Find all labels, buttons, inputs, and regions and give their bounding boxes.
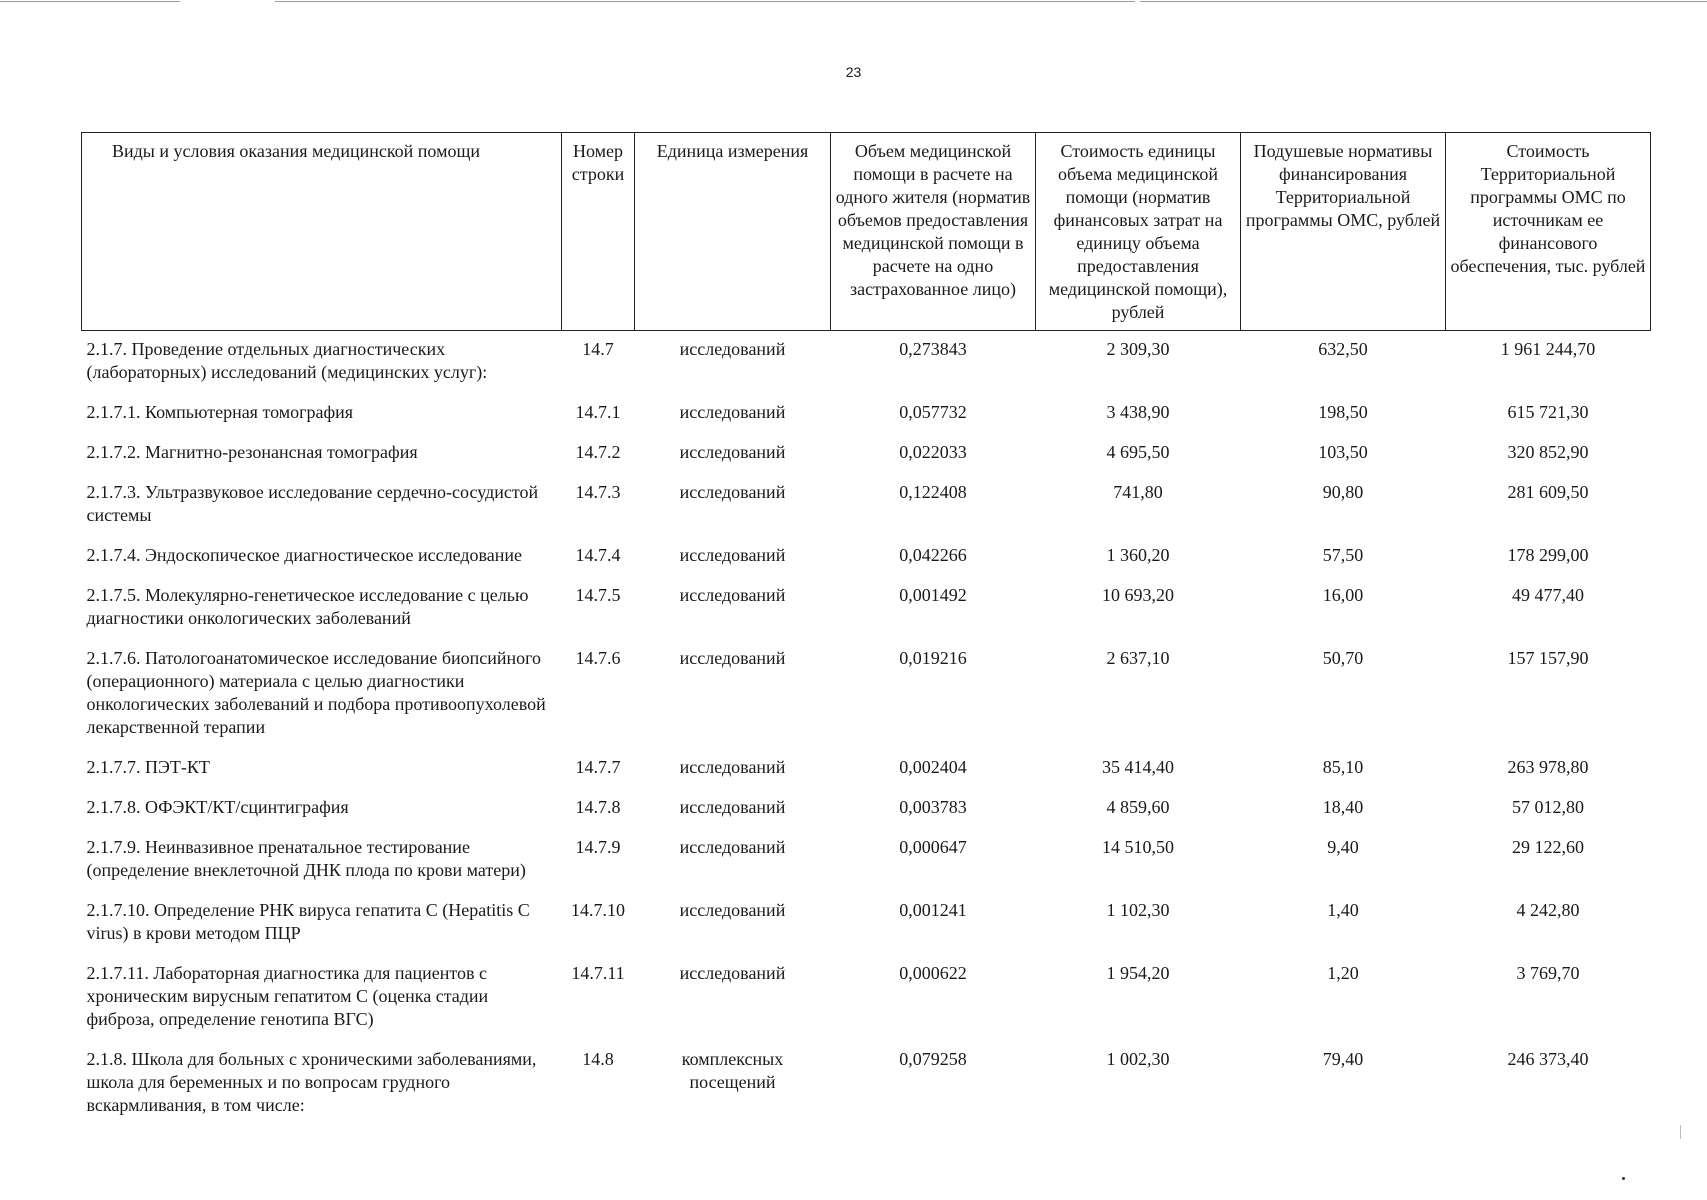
cell-per-capita: 9,40: [1327, 837, 1359, 857]
cell-volume: 0,001492: [899, 585, 967, 605]
cell-per-capita: 57,50: [1322, 545, 1364, 565]
cell-volume: 0,000622: [899, 963, 967, 983]
cell-unit-cost: 14 510,50: [1102, 837, 1174, 857]
cell-care-type: 2.1.7.9. Неинвазивное пренатальное тестирование (определение внеклеточной ДНК плода по крови матери): [86, 837, 526, 880]
cell-unit: исследований: [679, 648, 786, 668]
cell-total-cost: 4 242,80: [1516, 900, 1580, 920]
cell-unit-cost: 1 102,30: [1106, 900, 1170, 920]
cell-line-number: 14.7.2: [575, 442, 621, 462]
cell-per-capita: 18,40: [1322, 797, 1364, 817]
cell-line-number: 14.7.11: [571, 963, 625, 983]
cell-line-number: 14.7.6: [575, 648, 621, 668]
cell-line-number: 14.7.3: [575, 482, 621, 502]
table-row: [82, 577, 1651, 640]
cell-volume: 0,000647: [899, 837, 967, 857]
cell-unit: исследований: [679, 402, 786, 422]
cell-unit: исследований: [679, 963, 786, 983]
cell-per-capita: 1,20: [1327, 963, 1359, 983]
cell-unit: исследований: [679, 339, 786, 359]
cell-per-capita: 90,80: [1322, 482, 1364, 502]
cell-care-type: 2.1.7.7. ПЭТ-КТ: [86, 757, 210, 777]
header-volume: Объем медицинской помощи в расчете на одного жителя (норматив объемов предоставления медицинской помощи в расчете на одно застрахованное лицо): [831, 133, 1036, 331]
cell-care-type: 2.1.7.3. Ультразвуковое исследование сердечно-сосудистой системы: [86, 482, 539, 525]
cell-per-capita: 79,40: [1322, 1049, 1364, 1069]
table-row: [82, 434, 1651, 474]
cell-volume: 0,019216: [899, 648, 967, 668]
cell-per-capita: 198,50: [1318, 402, 1368, 422]
cell-care-type: 2.1.7.5. Молекулярно-генетическое исследование с целью диагностики онкологических заболеваний: [86, 585, 529, 628]
cell-unit: исследований: [679, 757, 786, 777]
cell-line-number: 14.7.1: [575, 402, 621, 422]
cell-line-number: 14.7.9: [575, 837, 621, 857]
table-row: [82, 394, 1651, 434]
cell-unit-cost: 35 414,40: [1102, 757, 1174, 777]
cell-care-type: 2.1.7.4. Эндоскопическое диагностическое исследование: [86, 545, 522, 565]
cell-total-cost: 49 477,40: [1512, 585, 1584, 605]
cell-unit: исследований: [679, 545, 786, 565]
cell-unit-cost: 741,80: [1113, 482, 1163, 502]
table-row: [82, 955, 1651, 1041]
cell-volume: 0,022033: [899, 442, 967, 462]
cell-line-number: 14.7.5: [575, 585, 621, 605]
table-row: [82, 829, 1651, 892]
scan-edge-line: [1520, 1, 1707, 2]
cell-per-capita: 1,40: [1327, 900, 1359, 920]
header-unit: Единица измерения: [635, 133, 831, 331]
cell-volume: 0,002404: [899, 757, 967, 777]
cell-unit-cost: 1 360,20: [1106, 545, 1170, 565]
header-line-number: Номер строки: [562, 133, 635, 331]
cell-total-cost: 157 157,90: [1507, 648, 1589, 668]
table-row: [82, 1041, 1651, 1127]
cell-total-cost: 1 961 244,70: [1500, 339, 1596, 359]
scan-margin-mark: [1680, 1125, 1681, 1139]
cell-total-cost: 281 609,50: [1507, 482, 1589, 502]
cell-total-cost: 29 122,60: [1512, 837, 1584, 857]
table-row: [82, 640, 1651, 749]
cell-line-number: 14.7.10: [571, 900, 625, 920]
cell-unit-cost: 4 859,60: [1106, 797, 1170, 817]
cell-unit-cost: 3 438,90: [1106, 402, 1170, 422]
financing-table: [81, 132, 1651, 1127]
table-row: [82, 892, 1651, 955]
page-number: 23: [845, 64, 862, 80]
cell-unit: исследований: [679, 585, 786, 605]
cell-volume: 0,122408: [899, 482, 967, 502]
header-row: [82, 133, 1651, 331]
cell-line-number: 14.7.7: [575, 757, 621, 777]
table-body: [82, 331, 1651, 1128]
cell-total-cost: 320 852,90: [1507, 442, 1589, 462]
cell-volume: 0,001241: [899, 900, 967, 920]
header-total-cost: Стоимость Территориальной программы ОМС по источникам ее финансового обеспечения, тыс. рублей: [1446, 133, 1651, 331]
cell-total-cost: 178 299,00: [1507, 545, 1589, 565]
cell-care-type: 2.1.7.10. Определение РНК вируса гепатита С (Hepatitis C virus) в крови методом ПЦР: [86, 900, 530, 943]
cell-unit: комплексных посещений: [681, 1049, 784, 1092]
table-header: [82, 133, 1651, 331]
cell-care-type: 2.1.7.2. Магнитно-резонансная томография: [86, 442, 418, 462]
cell-total-cost: 246 373,40: [1507, 1049, 1589, 1069]
cell-per-capita: 85,10: [1322, 757, 1364, 777]
cell-care-type: 2.1.8. Школа для больных с хроническими заболеваниями, школа для беременных и по вопросам грудного вскармливания, в том числе:: [86, 1049, 537, 1115]
cell-per-capita: 103,50: [1318, 442, 1368, 462]
cell-unit: исследований: [679, 797, 786, 817]
cell-total-cost: 263 978,80: [1507, 757, 1589, 777]
cell-volume: 0,079258: [899, 1049, 967, 1069]
cell-total-cost: 615 721,30: [1507, 402, 1589, 422]
table-row: [82, 749, 1651, 789]
cell-care-type: 2.1.7.6. Патологоанатомическое исследование биопсийного (операционного) материала с целью диагностики онкологических заболеваний и подбора противоопухолевой лекарственной терапии: [86, 648, 546, 737]
cell-volume: 0,042266: [899, 545, 967, 565]
cell-volume: 0,003783: [899, 797, 967, 817]
cell-volume: 0,057732: [899, 402, 967, 422]
scan-edge-line: [275, 1, 1135, 2]
cell-total-cost: 3 769,70: [1516, 963, 1580, 983]
cell-per-capita: 632,50: [1318, 339, 1368, 359]
cell-unit: исследований: [679, 482, 786, 502]
cell-unit-cost: 2 637,10: [1106, 648, 1170, 668]
cell-per-capita: 50,70: [1322, 648, 1364, 668]
header-per-capita: Подушевые нормативы финансирования Территориальной программы ОМС, рублей: [1241, 133, 1446, 331]
header-unit-cost: Стоимость единицы объема медицинской помощи (норматив финансовых затрат на единицу объема предоставления медицинской помощи), рублей: [1036, 133, 1241, 331]
cell-unit-cost: 10 693,20: [1102, 585, 1174, 605]
cell-line-number: 14.7.4: [575, 545, 621, 565]
cell-unit: исследований: [679, 442, 786, 462]
table-row: [82, 789, 1651, 829]
scan-speck: [1622, 1177, 1625, 1180]
cell-unit-cost: 1 954,20: [1106, 963, 1170, 983]
cell-care-type: 2.1.7.1. Компьютерная томография: [86, 402, 354, 422]
cell-unit-cost: 2 309,30: [1106, 339, 1170, 359]
header-care-type: Виды и условия оказания медицинской помощи: [82, 133, 562, 331]
table-row: [82, 474, 1651, 537]
table-row: [82, 537, 1651, 577]
cell-line-number: 14.8: [582, 1049, 614, 1069]
cell-care-type: 2.1.7.8. ОФЭКТ/КТ/сцинтиграфия: [86, 797, 349, 817]
cell-line-number: 14.7: [582, 339, 614, 359]
cell-unit-cost: 4 695,50: [1106, 442, 1170, 462]
cell-care-type: 2.1.7. Проведение отдельных диагностических (лабораторных) исследований (медицинских услуг):: [86, 339, 488, 382]
cell-unit: исследований: [679, 837, 786, 857]
table-row: [82, 331, 1651, 395]
cell-line-number: 14.7.8: [575, 797, 621, 817]
cell-care-type: 2.1.7.11. Лабораторная диагностика для пациентов с хроническим вирусным гепатитом С (оценка стадии фиброза, определение генотипа ВГС): [86, 963, 489, 1029]
cell-unit-cost: 1 002,30: [1106, 1049, 1170, 1069]
scan-edge-line: [0, 1, 180, 2]
cell-total-cost: 57 012,80: [1512, 797, 1584, 817]
scan-edge-line: [1140, 1, 1520, 2]
cell-unit: исследований: [679, 900, 786, 920]
cell-per-capita: 16,00: [1322, 585, 1364, 605]
cell-volume: 0,273843: [899, 339, 967, 359]
